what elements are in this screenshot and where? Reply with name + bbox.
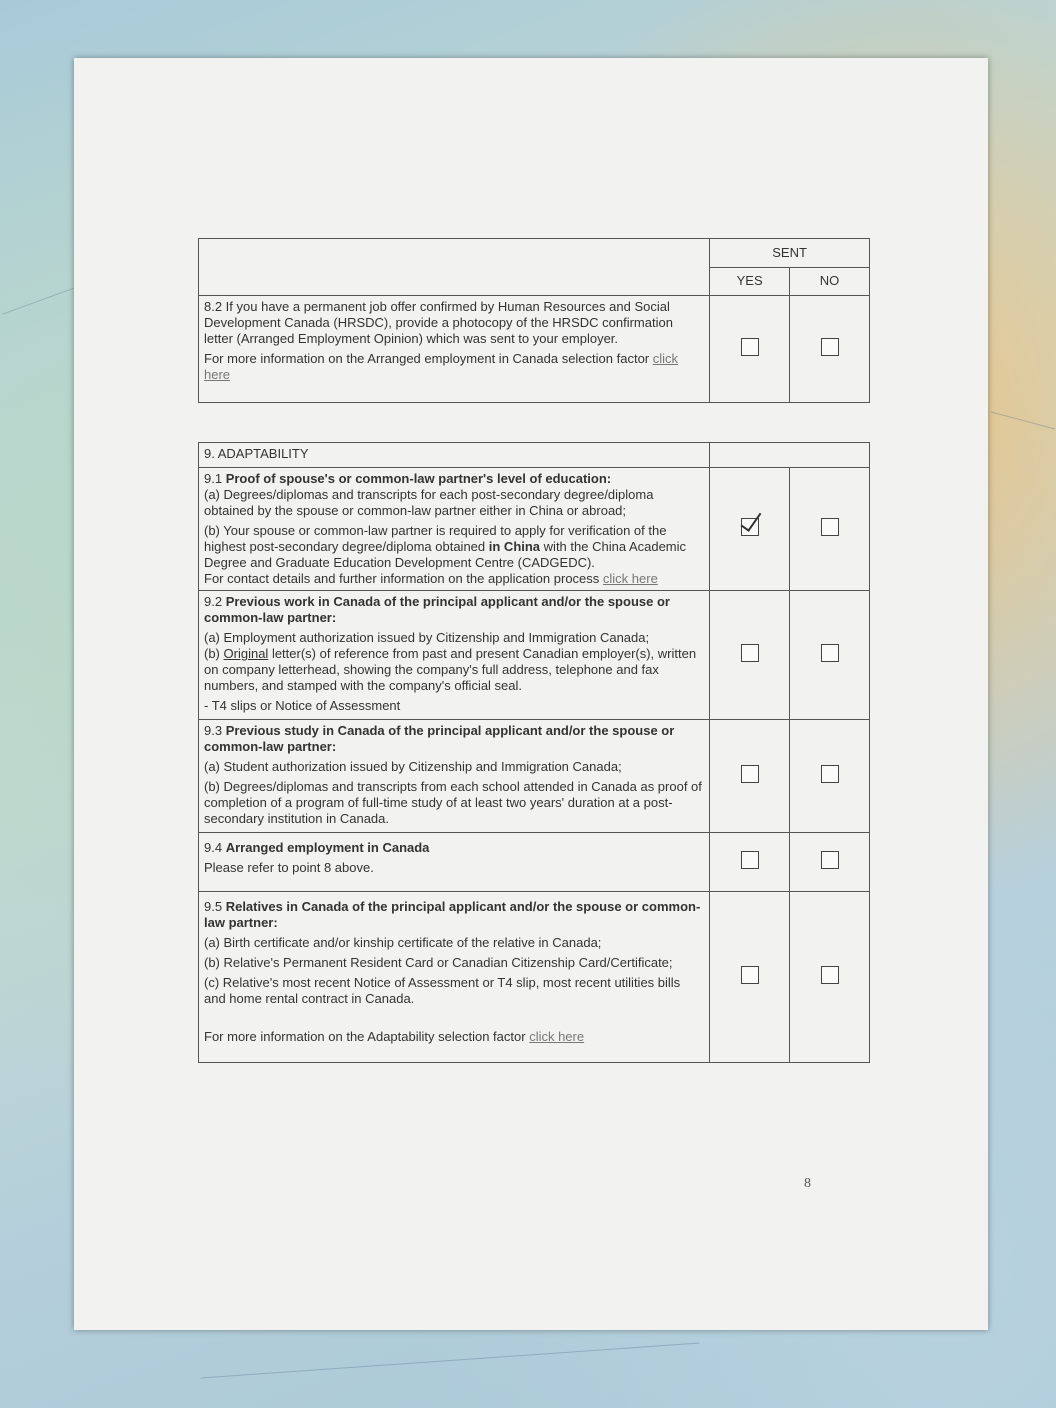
item-9-4-yes-checkbox[interactable] xyxy=(741,851,759,869)
header-blank-cell xyxy=(199,239,710,296)
item-9-2-c: - T4 slips or Notice of Assessment xyxy=(204,698,401,713)
item-9-1-b-post: with the China Academic Degree and Graduate Education Development Centre (CADGEDC). xyxy=(204,539,687,570)
item-9-2-b-post: letter(s) of reference from past and present Canadian employer(s), written on company letterhead, showing the company's full address, telephone and fax numbers, and stamped with the company's official seal. xyxy=(204,646,697,693)
item-9-5-yes-checkbox[interactable] xyxy=(741,966,759,984)
item-9-4-a: Please refer to point 8 above. xyxy=(204,860,374,875)
item-9-3-a: (a) Student authorization issued by Citizenship and Immigration Canada; xyxy=(204,759,622,774)
item-9-5-b: (b) Relative's Permanent Resident Card or Canadian Citizenship Card/Certificate; xyxy=(204,955,673,970)
item-9-1-contact: For contact details and further information on the application process xyxy=(204,571,600,586)
section-9-title: 9. ADAPTABILITY xyxy=(199,443,710,468)
item-9-3-b: (b) Degrees/diplomas and transcripts from each school attended in Canada as proof of completion of a program of full-time study of at least two years' duration at a post-secondary institution in Canada. xyxy=(204,779,702,826)
item-9-1-no-checkbox[interactable] xyxy=(821,518,839,536)
map-gridline xyxy=(201,1343,700,1379)
item-8-2-yes-checkbox[interactable] xyxy=(741,338,759,356)
map-gridline xyxy=(991,411,1055,429)
item-9-5-heading-line xyxy=(204,899,704,931)
item-9-3-heading-line xyxy=(204,723,704,755)
table-row-9-3 xyxy=(199,720,870,833)
section-9-title-blank xyxy=(710,443,870,468)
item-9-1-b-pre: (b) Your spouse or common-law partner is required to apply for verification of the highest post-secondary degree/diploma obtained xyxy=(204,523,667,554)
table-row-9-2 xyxy=(199,591,870,720)
item-9-3-number: 9.3 xyxy=(204,723,223,738)
item-9-2-a: (a) Employment authorization issued by Citizenship and Immigration Canada; xyxy=(204,630,650,645)
item-8-2-description: 8.2 If you have a permanent job offer confirmed by Human Resources and Social Development Canada (HRSDC), provide a photocopy of the HRSDC confirmation letter (Arranged Employment Opinion) which was sent to your employer. xyxy=(204,299,673,346)
item-9-4-heading: Arranged employment in Canada xyxy=(225,840,430,855)
item-9-2-number: 9.2 xyxy=(204,594,223,609)
item-9-2-no-checkbox[interactable] xyxy=(821,644,839,662)
item-9-4-no-cell xyxy=(790,833,870,892)
item-9-1-b-bold: in China xyxy=(488,539,541,554)
item-8-2-click-here-link[interactable]: click here xyxy=(204,351,679,382)
item-9-1-contact-line xyxy=(204,571,704,587)
yes-header: YES xyxy=(710,267,790,296)
item-9-5-click-here-link[interactable]: click here xyxy=(529,1029,585,1044)
item-8-2-more-info-line xyxy=(204,351,704,383)
sent-header: SENT xyxy=(710,239,870,268)
no-header: NO xyxy=(790,267,870,296)
table-row-8-2 xyxy=(199,296,870,403)
item-9-3-text xyxy=(199,720,710,833)
item-9-5-c: (c) Relative's most recent Notice of Assessment or T4 slip, most recent utilities bills and home rental contract in Canada. xyxy=(204,975,681,1006)
item-9-3-yes-cell xyxy=(710,720,790,833)
item-8-2-no-checkbox[interactable] xyxy=(821,338,839,356)
table-row-9-4 xyxy=(199,833,870,892)
item-9-5-a: (a) Birth certificate and/or kinship certificate of the relative in Canada; xyxy=(204,935,602,950)
item-9-4-no-checkbox[interactable] xyxy=(821,851,839,869)
item-9-5-heading: Relatives in Canada of the principal applicant and/or the spouse or common-law partner: xyxy=(204,899,701,930)
item-9-5-more-info: For more information on the Adaptability selection factor xyxy=(204,1029,526,1044)
item-9-2-b-line xyxy=(204,646,704,694)
item-9-3-no-checkbox[interactable] xyxy=(821,765,839,783)
section-8-table xyxy=(198,238,870,403)
item-9-5-no-cell xyxy=(790,892,870,1063)
item-9-3-yes-checkbox[interactable] xyxy=(741,765,759,783)
item-9-1-b-line xyxy=(204,523,704,571)
item-8-2-text xyxy=(199,296,710,403)
item-9-4-heading-line xyxy=(204,840,704,856)
item-9-2-heading: Previous work in Canada of the principal applicant and/or the spouse or common-law partner: xyxy=(204,594,670,625)
item-9-1-no-cell xyxy=(790,468,870,591)
item-9-5-no-checkbox[interactable] xyxy=(821,966,839,984)
section-9-table xyxy=(198,442,870,1063)
item-9-2-no-cell xyxy=(790,591,870,720)
item-9-4-yes-cell xyxy=(710,833,790,892)
table-row-9-1 xyxy=(199,468,870,591)
item-9-2-b-underline: Original xyxy=(223,646,269,661)
item-9-5-number: 9.5 xyxy=(204,899,223,914)
item-9-5-text xyxy=(199,892,710,1063)
item-9-3-no-cell xyxy=(790,720,870,833)
item-8-2-yes-cell xyxy=(710,296,790,403)
item-9-2-text xyxy=(199,591,710,720)
item-9-2-heading-line xyxy=(204,594,704,626)
item-9-3-heading: Previous study in Canada of the principal applicant and/or the spouse or common-law partner: xyxy=(204,723,675,754)
item-9-4-number: 9.4 xyxy=(204,840,223,855)
item-9-5-more-info-line xyxy=(204,1029,704,1045)
table-row-9-5 xyxy=(199,892,870,1063)
item-9-5-yes-cell xyxy=(710,892,790,1063)
map-gridline xyxy=(2,286,78,314)
item-8-2-no-cell xyxy=(790,296,870,403)
item-9-2-yes-cell xyxy=(710,591,790,720)
item-9-1-yes-checkbox[interactable] xyxy=(741,518,759,536)
item-9-1-click-here-link[interactable]: click here xyxy=(602,571,658,586)
item-9-2-b-pre: (b) xyxy=(204,646,220,661)
item-9-1-yes-cell xyxy=(710,468,790,591)
item-9-1-number: 9.1 xyxy=(204,471,223,486)
item-9-1-a: (a) Degrees/diplomas and transcripts for each post-secondary degree/diploma obtained by the spouse or common-law partner either in China or abroad; xyxy=(204,487,654,518)
item-9-1-heading-line xyxy=(204,471,704,487)
item-9-2-yes-checkbox[interactable] xyxy=(741,644,759,662)
item-8-2-more-info: For more information on the Arranged employment in Canada selection factor xyxy=(204,351,650,366)
page-number: 8 xyxy=(804,1176,811,1191)
item-9-1-heading: Proof of spouse's or common-law partner's level of education: xyxy=(225,471,612,486)
item-9-4-text xyxy=(199,833,710,892)
document-page xyxy=(74,58,988,1330)
item-9-1-text xyxy=(199,468,710,591)
